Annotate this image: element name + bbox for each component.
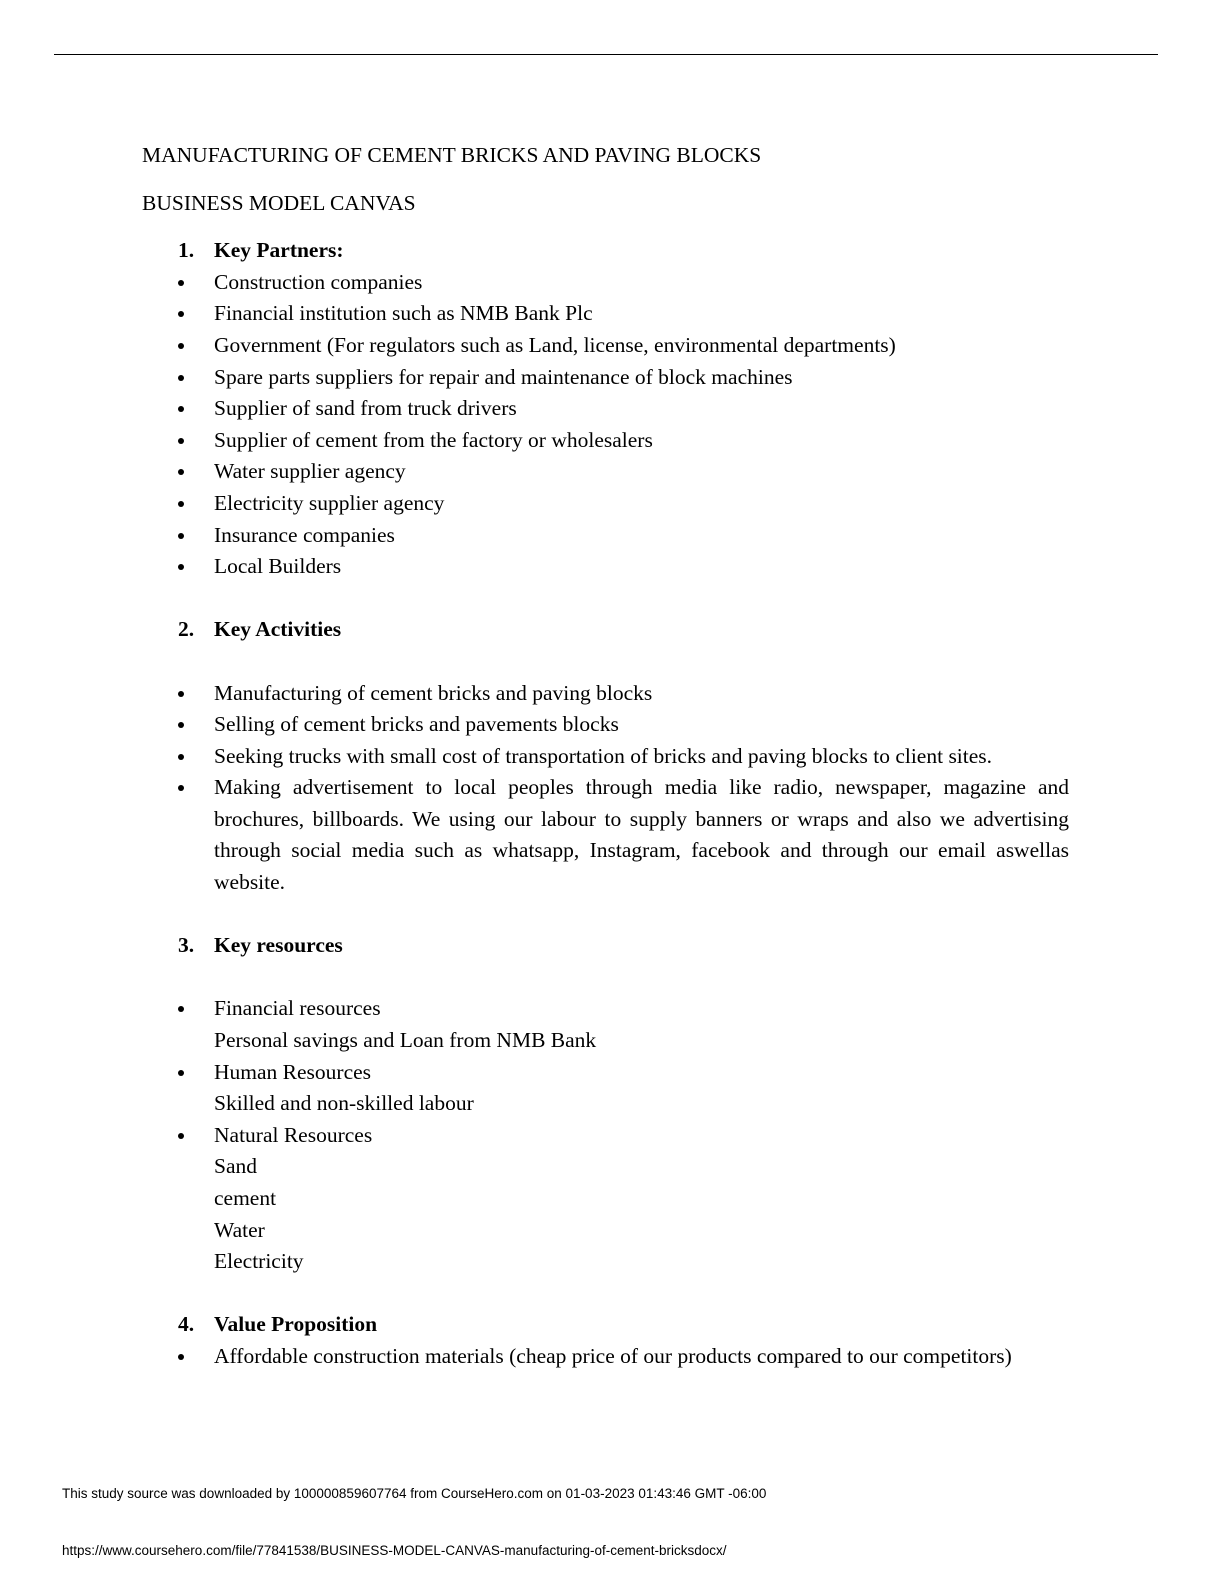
resource-detail: Water xyxy=(214,1217,265,1242)
list-item-text: Seeking trucks with small cost of transportation of bricks and paving blocks to client sites. xyxy=(214,743,993,768)
section-key-partners xyxy=(142,235,1069,583)
list-item-text: Construction companies xyxy=(214,269,423,294)
bullet-icon xyxy=(178,691,184,697)
resource-detail: Sand xyxy=(214,1154,257,1179)
spacer xyxy=(142,646,1069,678)
bullet-icon xyxy=(178,1133,184,1139)
spacer xyxy=(142,899,1069,931)
bullet-icon xyxy=(178,722,184,728)
bullet-icon xyxy=(178,533,184,539)
bullet-icon xyxy=(178,564,184,570)
list-item-text: Government (For regulators such as Land, license, environmental departments) xyxy=(214,332,896,357)
list-item xyxy=(142,488,1069,520)
document-subtitle: BUSINESS MODEL CANVAS xyxy=(142,190,416,215)
section-title: Key resources xyxy=(214,933,343,958)
list-item xyxy=(142,298,1069,330)
top-rule xyxy=(54,54,1158,55)
list-item-text: Financial institution such as NMB Bank Plc xyxy=(214,301,593,326)
list-item-text: Manufacturing of cement bricks and paving blocks xyxy=(214,680,653,705)
bullet-icon xyxy=(178,406,184,412)
section-key-activities xyxy=(142,614,1069,898)
resource-item-natural xyxy=(142,1120,1069,1278)
bullet-icon xyxy=(178,280,184,286)
list-item xyxy=(142,709,1069,741)
list-item xyxy=(142,772,1069,898)
document-body xyxy=(142,140,1069,1373)
list-item-text: Water supplier agency xyxy=(214,459,406,484)
section-number: 3. xyxy=(178,933,195,958)
list-item xyxy=(142,1341,1069,1373)
resource-label: Human Resources xyxy=(214,1059,372,1084)
spacer xyxy=(142,962,1069,994)
section-heading xyxy=(142,614,1069,646)
bullet-list xyxy=(142,678,1069,899)
document-title: MANUFACTURING OF CEMENT BRICKS AND PAVING BLOCKS xyxy=(142,143,762,167)
list-item xyxy=(142,551,1069,583)
list-item xyxy=(142,456,1069,488)
resource-item-financial xyxy=(142,993,1069,1056)
section-value-proposition xyxy=(142,1309,1069,1372)
list-item-text: Insurance companies xyxy=(214,522,395,547)
resource-detail: cement xyxy=(214,1186,277,1210)
bullet-list xyxy=(142,267,1069,583)
list-item xyxy=(142,425,1069,457)
resource-label: Financial resources xyxy=(214,996,381,1021)
resource-detail: Electricity xyxy=(214,1249,304,1274)
list-item-text: Local Builders xyxy=(214,554,342,579)
list-item-text: Spare parts suppliers for repair and maintenance of block machines xyxy=(214,364,793,389)
list-item-text: Selling of cement bricks and pavements blocks xyxy=(214,712,619,737)
spacer xyxy=(142,583,1069,615)
section-heading xyxy=(142,930,1069,962)
bullet-icon xyxy=(178,1354,184,1360)
bullet-icon xyxy=(178,1070,184,1076)
section-heading xyxy=(142,235,1069,267)
section-title: Value Proposition xyxy=(214,1312,378,1337)
footer-source-line: This study source was downloaded by 100000859607764 from CourseHero.com on 01-03-2023 01:43:46 GMT -06:00 xyxy=(62,1486,767,1501)
section-heading xyxy=(142,1309,1069,1341)
section-title: Key Partners: xyxy=(214,238,344,263)
list-item xyxy=(142,678,1069,710)
footer-url: https://www.coursehero.com/file/77841538/BUSINESS-MODEL-CANVAS-manufacturing-of-cement-bricksdocx/ xyxy=(62,1543,727,1558)
bullet-icon xyxy=(178,375,184,381)
list-item xyxy=(142,520,1069,552)
bullet-icon xyxy=(178,501,184,507)
resource-detail: Personal savings and Loan from NMB Bank xyxy=(214,1028,597,1053)
resource-detail: Skilled and non-skilled labour xyxy=(214,1091,474,1116)
section-number: 2. xyxy=(178,617,195,642)
resource-item-human xyxy=(142,1057,1069,1120)
bullet-icon xyxy=(178,343,184,349)
list-item-text: Supplier of sand from truck drivers xyxy=(214,396,517,421)
list-item-text: Electricity supplier agency xyxy=(214,490,445,515)
resource-label: Natural Resources xyxy=(214,1122,373,1147)
list-item xyxy=(142,267,1069,299)
section-number: 1. xyxy=(178,238,195,263)
bullet-icon xyxy=(178,1006,184,1012)
bullet-icon xyxy=(178,785,184,791)
bullet-icon xyxy=(178,754,184,760)
section-number: 4. xyxy=(178,1312,195,1337)
section-key-resources xyxy=(142,930,1069,1278)
bullet-icon xyxy=(178,469,184,475)
list-item xyxy=(142,362,1069,394)
list-item-text: Making advertisement to local peoples through media like radio, newspaper, magazine and brochures, billboards. We using our labour to supply banners or wraps and also we advertising through social media such as whatsapp, Instagram, facebook and through our email aswellas website. xyxy=(214,775,1069,895)
list-item xyxy=(142,393,1069,425)
bullet-icon xyxy=(178,438,184,444)
list-item-text: Supplier of cement from the factory or wholesalers xyxy=(214,427,653,452)
list-item xyxy=(142,741,1069,773)
list-item-text: Affordable construction materials (cheap price of our products compared to our competitors) xyxy=(214,1343,1012,1368)
bullet-list xyxy=(142,1341,1069,1373)
list-item xyxy=(142,330,1069,362)
section-title: Key Activities xyxy=(214,617,342,642)
resource-list xyxy=(142,993,1069,1277)
spacer xyxy=(142,1278,1069,1310)
bullet-icon xyxy=(178,311,184,317)
